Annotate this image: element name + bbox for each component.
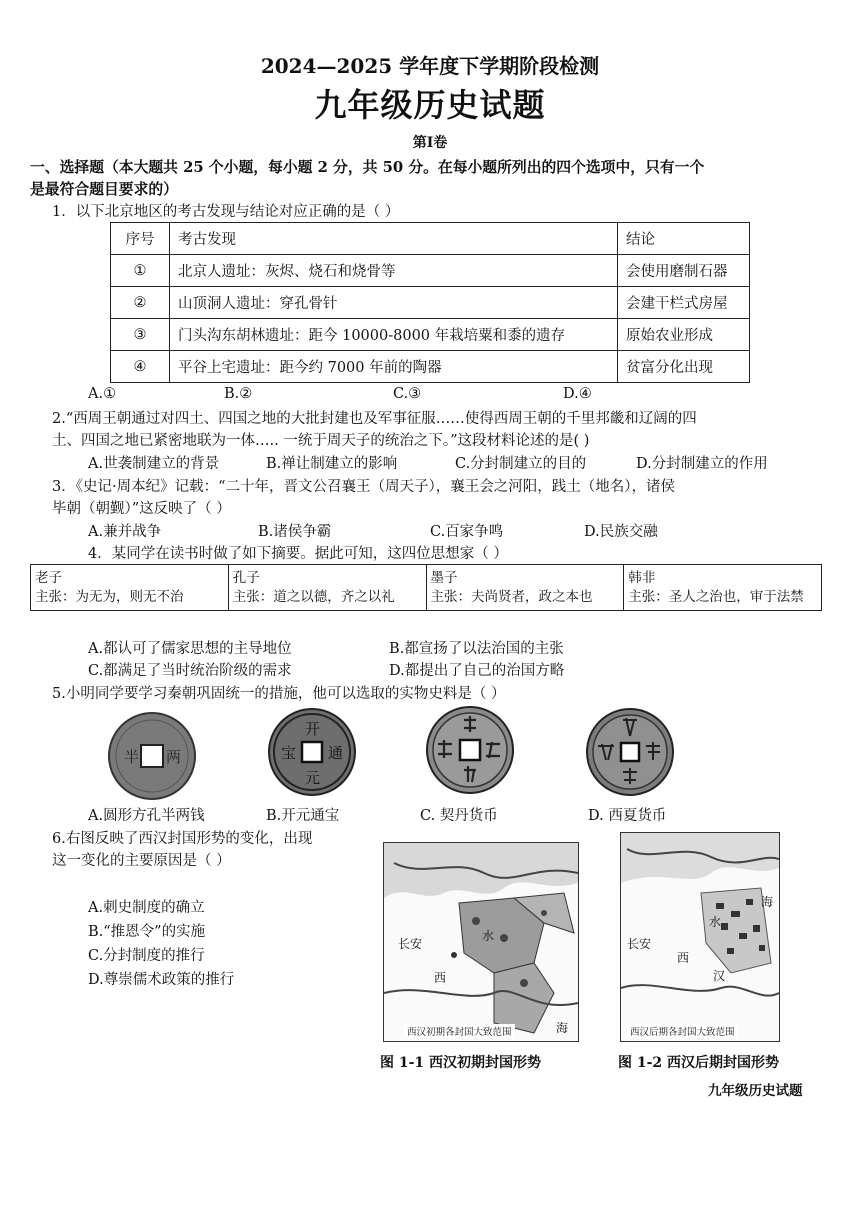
q1-stem: 1．以下北京地区的考古发现与结论对应正确的是（ ）	[52, 204, 400, 220]
table-row	[111, 223, 750, 255]
coin-char: 元	[305, 769, 321, 787]
coin-banliang-image	[106, 710, 198, 802]
volume-label: 第Ⅰ卷	[412, 135, 448, 151]
coin-char: 宝	[281, 744, 297, 762]
q2-option-a[interactable]: A.世袭制建立的背景	[88, 456, 220, 472]
coin-kaiyuan-image	[266, 706, 358, 798]
q1-option-d[interactable]: D.④	[563, 386, 592, 402]
q4-option-b[interactable]: B.都宣扬了以法治国的主张	[389, 641, 564, 657]
q6-option-a[interactable]: A.刺史制度的确立	[88, 900, 205, 916]
table-row	[111, 319, 750, 351]
map-early-western-han	[383, 842, 579, 1042]
q5-option-c[interactable]: C. 契丹货币	[420, 808, 498, 824]
table-cell: 会使用磨制石器	[618, 255, 750, 287]
q3-stem-line1: 3．《史记·周本纪》记载：“二十年，晋文公召襄王（周天子），襄王会之河阳，践土（地名），诸侯	[52, 479, 675, 495]
q4-option-c[interactable]: C.都满足了当时统治阶级的需求	[88, 663, 292, 679]
q2-stem-line1: 2.“西周王朝通过对四土、四国之地的大批封建也及军事征服……使得西周王朝的千里邦畿和辽阔的四	[52, 411, 697, 427]
q5-option-a[interactable]: A.圆形方孔半两钱	[88, 808, 205, 824]
thinker-cell-hanfei	[624, 565, 822, 611]
map-late-western-han	[620, 832, 780, 1042]
table-row	[111, 351, 750, 383]
q2-option-b[interactable]: B.禅让制建立的影响	[266, 456, 398, 472]
q3-option-c[interactable]: C.百家争鸣	[430, 524, 504, 540]
table-header: 考古发现	[170, 223, 618, 255]
q1-option-a[interactable]: A.①	[88, 386, 117, 402]
map-label-shui: 水	[482, 929, 495, 943]
map-inner-caption: 西汉后期各封国大致范围	[627, 1024, 738, 1038]
q6-stem-line2: 这一变化的主要原因是（ ）	[52, 853, 231, 869]
q4-stem: 4．某同学在读书时做了如下摘要。据此可知，这四位思想家（ ）	[88, 546, 508, 562]
coin-char: 两	[166, 748, 182, 766]
table-cell: 门头沟东胡林遗址：距今 10000-8000 年栽培粟和黍的遗存	[170, 319, 618, 351]
table-cell: 北京人遗址：灰烬、烧石和烧骨等	[170, 255, 618, 287]
map2-caption: 图 1-2 西汉后期封国形势	[618, 1055, 780, 1071]
thinker-cell-laozi	[31, 565, 229, 611]
q3-option-d[interactable]: D.民族交融	[584, 524, 658, 540]
table-cell: 山顶洞人遗址：穿孔骨针	[170, 287, 618, 319]
map-label-han: 汉	[713, 969, 726, 983]
q6-option-c[interactable]: C.分封制度的推行	[88, 948, 205, 964]
table-header: 序号	[111, 223, 170, 255]
map1-caption: 图 1-1 西汉初期封国形势	[380, 1055, 542, 1071]
map-label-xi: 西	[677, 951, 690, 965]
exam-subtitle: 2024—2025 学年度下学期阶段检测	[260, 54, 600, 78]
table-cell: ③	[111, 319, 170, 351]
thinker-cell-mozi	[426, 565, 624, 611]
q1-option-c[interactable]: C.③	[393, 386, 422, 402]
coin-khitan-image	[424, 704, 516, 796]
q6-option-d[interactable]: D.尊崇儒术政策的推行	[88, 972, 235, 988]
q2-stem-line2: 土、四国之地已紧密地联为一体….. 一统于周天子的统治之下。”这段材料论述的是( )	[52, 433, 590, 449]
thinker-name: 韩非	[628, 570, 656, 586]
q2-option-d[interactable]: D.分封制建立的作用	[636, 456, 768, 472]
table-cell: 贫富分化出现	[618, 351, 750, 383]
thinker-name: 老子	[35, 570, 62, 586]
q4-option-a[interactable]: A.都认可了儒家思想的主导地位	[88, 641, 292, 657]
thinker-cell-kongzi	[228, 565, 426, 611]
table-header: 结论	[618, 223, 750, 255]
thinker-claim: 主张：夫尚贤者，政之本也	[430, 589, 593, 605]
q4-option-d[interactable]: D.都提出了自己的治国方略	[389, 663, 565, 679]
coin-char: 开	[305, 720, 321, 738]
table-row	[31, 565, 822, 611]
q6-stem-line1: 6.右图反映了西汉封国形势的变化，出现	[52, 831, 313, 847]
q1-table	[110, 222, 750, 383]
table-cell: 原始农业形成	[618, 319, 750, 351]
map-label-changan: 长安	[398, 937, 423, 951]
map-inner-caption: 西汉初期各封国大致范围	[404, 1024, 515, 1038]
q3-option-b[interactable]: B.诸侯争霸	[258, 524, 332, 540]
q2-option-c[interactable]: C.分封制建立的目的	[455, 456, 587, 472]
thinker-claim: 主张：为无为，则无不治	[35, 589, 184, 605]
table-cell: ②	[111, 287, 170, 319]
q5-option-b[interactable]: B.开元通宝	[266, 808, 340, 824]
coin-char: 通	[328, 744, 344, 762]
map-label-hai: 海	[761, 895, 774, 909]
section-instructions-line1: 一、选择题（本大题共 25 个小题，每小题 2 分，共 50 分。在每小题所列出的四个选项中，只有一个	[30, 159, 705, 176]
table-cell: ①	[111, 255, 170, 287]
q1-option-b[interactable]: B.②	[224, 386, 253, 402]
coin-xixia-image	[584, 706, 676, 798]
table-cell: 会建干栏式房屋	[618, 287, 750, 319]
exam-title: 九年级历史试题	[314, 86, 546, 124]
thinker-claim: 主张：圣人之治也，审于法禁	[628, 589, 804, 605]
q3-option-a[interactable]: A.兼并战争	[88, 524, 162, 540]
coin-char: 半	[124, 748, 140, 766]
section-instructions-line2: 是最符合题目要求的）	[30, 181, 178, 198]
table-row	[111, 287, 750, 319]
q6-option-b[interactable]: B.“推恩令”的实施	[88, 924, 206, 940]
table-cell: ④	[111, 351, 170, 383]
q5-option-d[interactable]: D. 西夏货币	[588, 808, 667, 824]
table-row	[111, 255, 750, 287]
q4-thinkers-table	[30, 564, 822, 611]
thinker-name: 墨子	[430, 570, 458, 586]
map-label-changan: 长安	[627, 937, 652, 951]
map-label-hai: 海	[556, 1021, 569, 1035]
table-cell: 平谷上宅遗址：距今约 7000 年前的陶器	[170, 351, 618, 383]
thinker-name: 孔子	[232, 570, 260, 586]
thinker-claim: 主张：道之以德，齐之以礼	[232, 589, 395, 605]
q5-stem: 5.小明同学要学习秦朝巩固统一的措施，他可以选取的实物史料是（ ）	[52, 686, 506, 702]
map-label-shui: 水	[709, 915, 722, 929]
page-footer: 九年级历史试题	[708, 1083, 803, 1099]
map-label-xi: 西	[434, 971, 447, 985]
q3-stem-line2: 毕朝（朝觐）”这反映了（ ）	[52, 501, 231, 517]
